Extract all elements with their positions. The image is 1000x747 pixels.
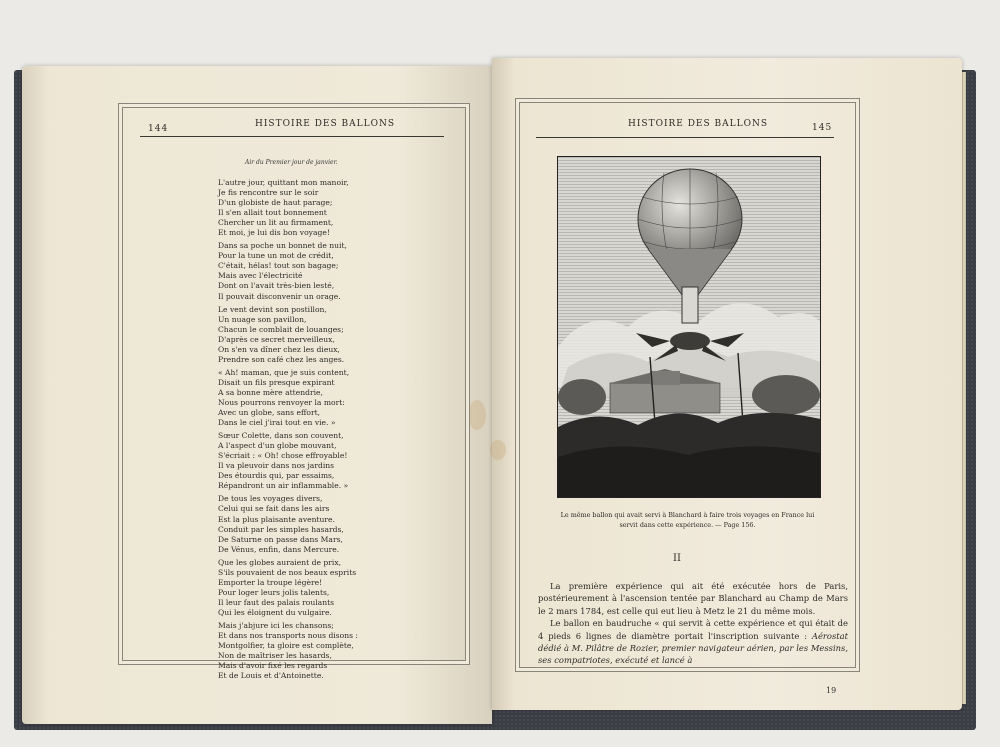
poem-line: Il va pleuvoir dans nos jardins [218,461,335,471]
poem-line: D'après ce secret merveilleux, [218,334,335,344]
poem-line: Mais avec l'électricité [218,271,303,281]
poem-line: Dans sa poche un bonnet de nuit, [218,241,347,251]
poem-line: Montgolfier, ta gloire est complète, [218,641,354,651]
poem-line: Qui les éloignent du vulgaire. [218,607,332,617]
poem-line: A sa bonne mère attendrie, [218,387,323,397]
stanza [218,241,378,301]
poem-line: Pour loger leurs jolis talents, [218,587,330,597]
left-page-number: 144 [148,124,169,134]
paragraph: La première expérience qui ait été exécutée hors de Paris, postérieurement à l'ascension tentée par Blanchard au Champ de Mars le 2 mars 1784, est celle qui eut lieu à Metz le 21 du même mois. [538,581,848,616]
foxing-stain [490,440,506,460]
poem-line: Que les globes auraient de prix, [218,557,342,567]
poem-line: « Ah! maman, que je suis content, [218,367,350,377]
poem-line: De Vénus, enfin, dans Mercure. [218,544,340,554]
poem-line: A l'aspect d'un globe mouvant, [218,441,337,451]
paragraph [538,617,848,667]
signature-mark: 19 [826,686,837,695]
poem-line: Je fis rencontre sur le soir [218,188,319,198]
poem-line: Et dans nos transports nous disons : [218,631,358,641]
foxing-stain [468,400,486,430]
poem-line: Des étourdis qui, par essaims, [218,471,335,481]
left-running-head: HISTOIRE DES BALLONS [255,119,396,129]
poem-line: L'autre jour, quittant mon manoir, [218,178,349,187]
poem-line: Il leur faut des palais roulants [218,597,335,607]
poem-line: Est la plus plaisante aventure. [218,514,335,524]
poem-line: Et moi, je lui dis bon voyage! [218,228,330,238]
right-page-text [538,580,848,667]
inscription: Aérostat dédié à M. Pilâtre de Rozier, premier navigateur aérien, par les Messins, ses compatriotes, exécuté et lancé à [538,630,848,666]
right-page-number: 145 [812,123,833,133]
poem-line: Mais j'abjure ici les chansons; [218,620,334,630]
section-number: II [673,553,681,564]
engraving-caption: Le même ballon qui avait servi à Blanchard à faire trois voyages en France lui servit dans cette expérience. — Page 156. [560,511,815,529]
poem-line: Il s'en allait tout bonnement [218,208,327,218]
stanza [218,305,378,365]
poem-line: Pour la tune un mot de crédit, [218,251,334,261]
poem-line: Prendre son café chez les anges. [218,354,345,364]
poem-line: Mais d'avoir fixé les regards [218,661,328,671]
stanza [218,494,378,554]
poem-line: Dont on l'avait très-bien lesté, [218,281,335,291]
stanza [218,558,378,618]
poem [218,178,378,684]
poem-line: Conduit par les simples hasards, [218,524,344,534]
poem-line: Non de maîtriser les hasards, [218,651,332,661]
right-header-rule [536,137,834,138]
right-running-head: HISTOIRE DES BALLONS [628,119,769,129]
poem-line: C'était, hélas! tout son bagage; [218,261,339,271]
stanza [218,178,378,238]
poem-line: Chacun le comblait de louanges; [218,324,344,334]
poem-line: De Saturne on passe dans Mars, [218,534,343,544]
poem-line: Le vent devint son postillon, [218,304,327,314]
poem-line: Un nuage son pavillon, [218,314,307,324]
poem-line: Il pouvait disconvenir un orage. [218,291,341,301]
poem-line: De tous les voyages divers, [218,494,323,504]
poem-line: Et de Louis et d'Antoinette. [218,671,324,681]
balloon-engraving-art [558,157,820,497]
poem-line: Nous pourrons renvoyer la mort: [218,397,345,407]
poem-line: S'ils pouvaient de nos beaux esprits [218,567,357,577]
poem-line: On s'en va dîner chez les dieux, [218,344,340,354]
poem-line: Disait un fils presque expirant [218,377,335,387]
poem-line: Répandront un air inflammable. » [218,481,349,491]
stanza [218,621,378,681]
poem-line: Chercher un lit au firmament, [218,218,334,228]
poem-line: Sœur Colette, dans son couvent, [218,431,344,441]
poem-line: S'écriait : « Oh! chose effroyable! [218,451,348,461]
stanza [218,368,378,428]
poem-line: D'un globiste de haut parage; [218,198,333,208]
stanza [218,431,378,491]
poem-line: Emporter la troupe légère! [218,577,323,587]
balloon-engraving [557,156,821,498]
dedication: Air du Premier jour de janvier. [245,159,338,166]
poem-line: Avec un globe, sans effort, [218,408,321,418]
paragraph-text: Le ballon en baudruche « qui servit à cette expérience et qui était de 4 pieds 6 lignes de diamètre portait l'inscription suivante : [538,618,848,641]
left-header-rule [140,136,444,137]
poem-line: Dans le ciel j'irai tout en vie. » [218,418,336,428]
poem-line: Celui qui se fait dans les airs [218,504,330,514]
